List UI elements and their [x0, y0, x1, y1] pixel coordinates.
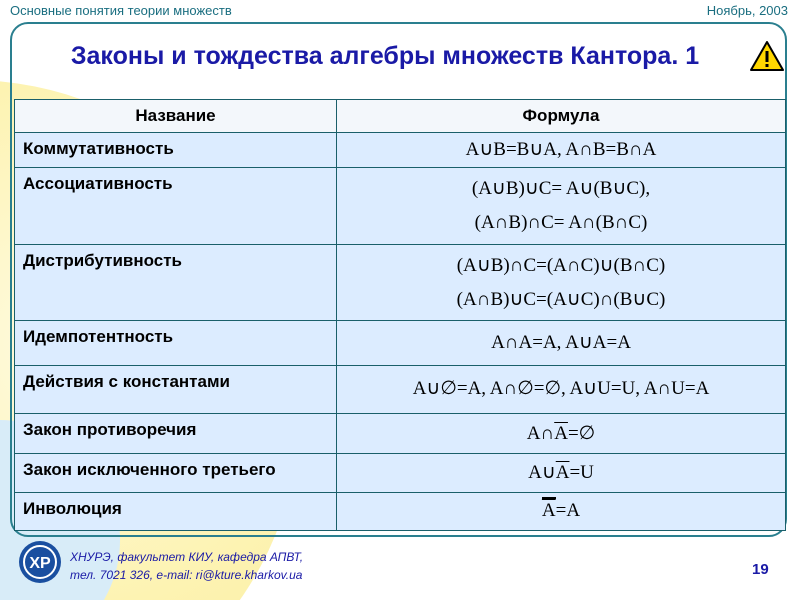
law-formula — [337, 492, 786, 530]
formula-line: (A∩B)∩C= A∩(B∩C) — [474, 212, 648, 234]
law-name: Закон противоречия — [15, 414, 337, 454]
warning-icon — [750, 40, 784, 72]
table-row — [15, 492, 786, 530]
law-formula — [337, 244, 786, 321]
laws-table — [14, 99, 786, 531]
law-name: Идемпотентность — [15, 321, 337, 365]
laws-table-container — [14, 99, 786, 531]
formula-part: A∪ — [528, 462, 556, 484]
footer-contact — [70, 548, 303, 584]
law-formula — [337, 365, 786, 413]
law-name: Инволюция — [15, 492, 337, 530]
law-formula — [337, 168, 786, 245]
footer-line-1: ХНУРЭ, факультет КИУ, кафедра АПВТ, — [70, 550, 304, 564]
table-row — [15, 365, 786, 413]
formula-part: =U — [569, 462, 594, 484]
formula-line: (A∩B)∪C=(A∪C)∩(B∪C) — [456, 288, 666, 310]
table-row — [15, 414, 786, 454]
formula-line: A∪B=B∪A, A∩B=B∩A — [465, 139, 657, 161]
formula-line: (A∪B)∪C= A∪(B∪C), — [471, 178, 651, 200]
column-header-formula: Формула — [337, 100, 786, 133]
university-logo-icon — [18, 540, 62, 584]
formula-line: (A∪B)∩C=(A∩C)∪(B∩C) — [456, 254, 666, 276]
table-row — [15, 321, 786, 365]
page-title: Законы и тождества алгебры множеств Кантора. 1 — [70, 42, 700, 70]
logo-text: ХР — [29, 555, 51, 572]
page-number: 19 — [752, 561, 769, 578]
table-row — [15, 454, 786, 492]
footer-line-2: тел. 7021 326, e-mail: ri@kture.kharkov.ua — [70, 568, 303, 582]
complement-operand: $\overline{A}$ — [555, 462, 570, 484]
formula-part: A∩ — [526, 422, 555, 444]
law-name: Действия с константами — [15, 365, 337, 413]
formula-part: =∅ — [567, 422, 596, 444]
header-date: Ноябрь, 2003 — [706, 3, 788, 18]
formula-line: A∪∅=A, A∩∅=∅, A∪U=U, A∩U=A — [412, 378, 710, 400]
complement-operand: $\overline{A}$ — [554, 422, 568, 444]
law-name: Дистрибутивность — [15, 244, 337, 321]
formula-line: A∩A=A, A∪A=A — [491, 332, 631, 354]
law-formula — [337, 133, 786, 168]
double-complement-operand: $\overline{A}$ — [542, 497, 556, 521]
table-row — [15, 244, 786, 321]
table-row — [15, 133, 786, 168]
law-name: Ассоциативность — [15, 168, 337, 245]
law-formula — [337, 414, 786, 454]
column-header-name: Название — [15, 100, 337, 133]
header-topic: Основные понятия теории множеств — [10, 3, 232, 18]
table-row — [15, 168, 786, 245]
law-formula — [337, 454, 786, 492]
law-formula — [337, 321, 786, 365]
table-header-row — [15, 100, 786, 133]
law-name: Коммутативность — [15, 133, 337, 168]
law-name: Закон исключенного третьего — [15, 454, 337, 492]
formula-part: =A — [555, 500, 581, 522]
